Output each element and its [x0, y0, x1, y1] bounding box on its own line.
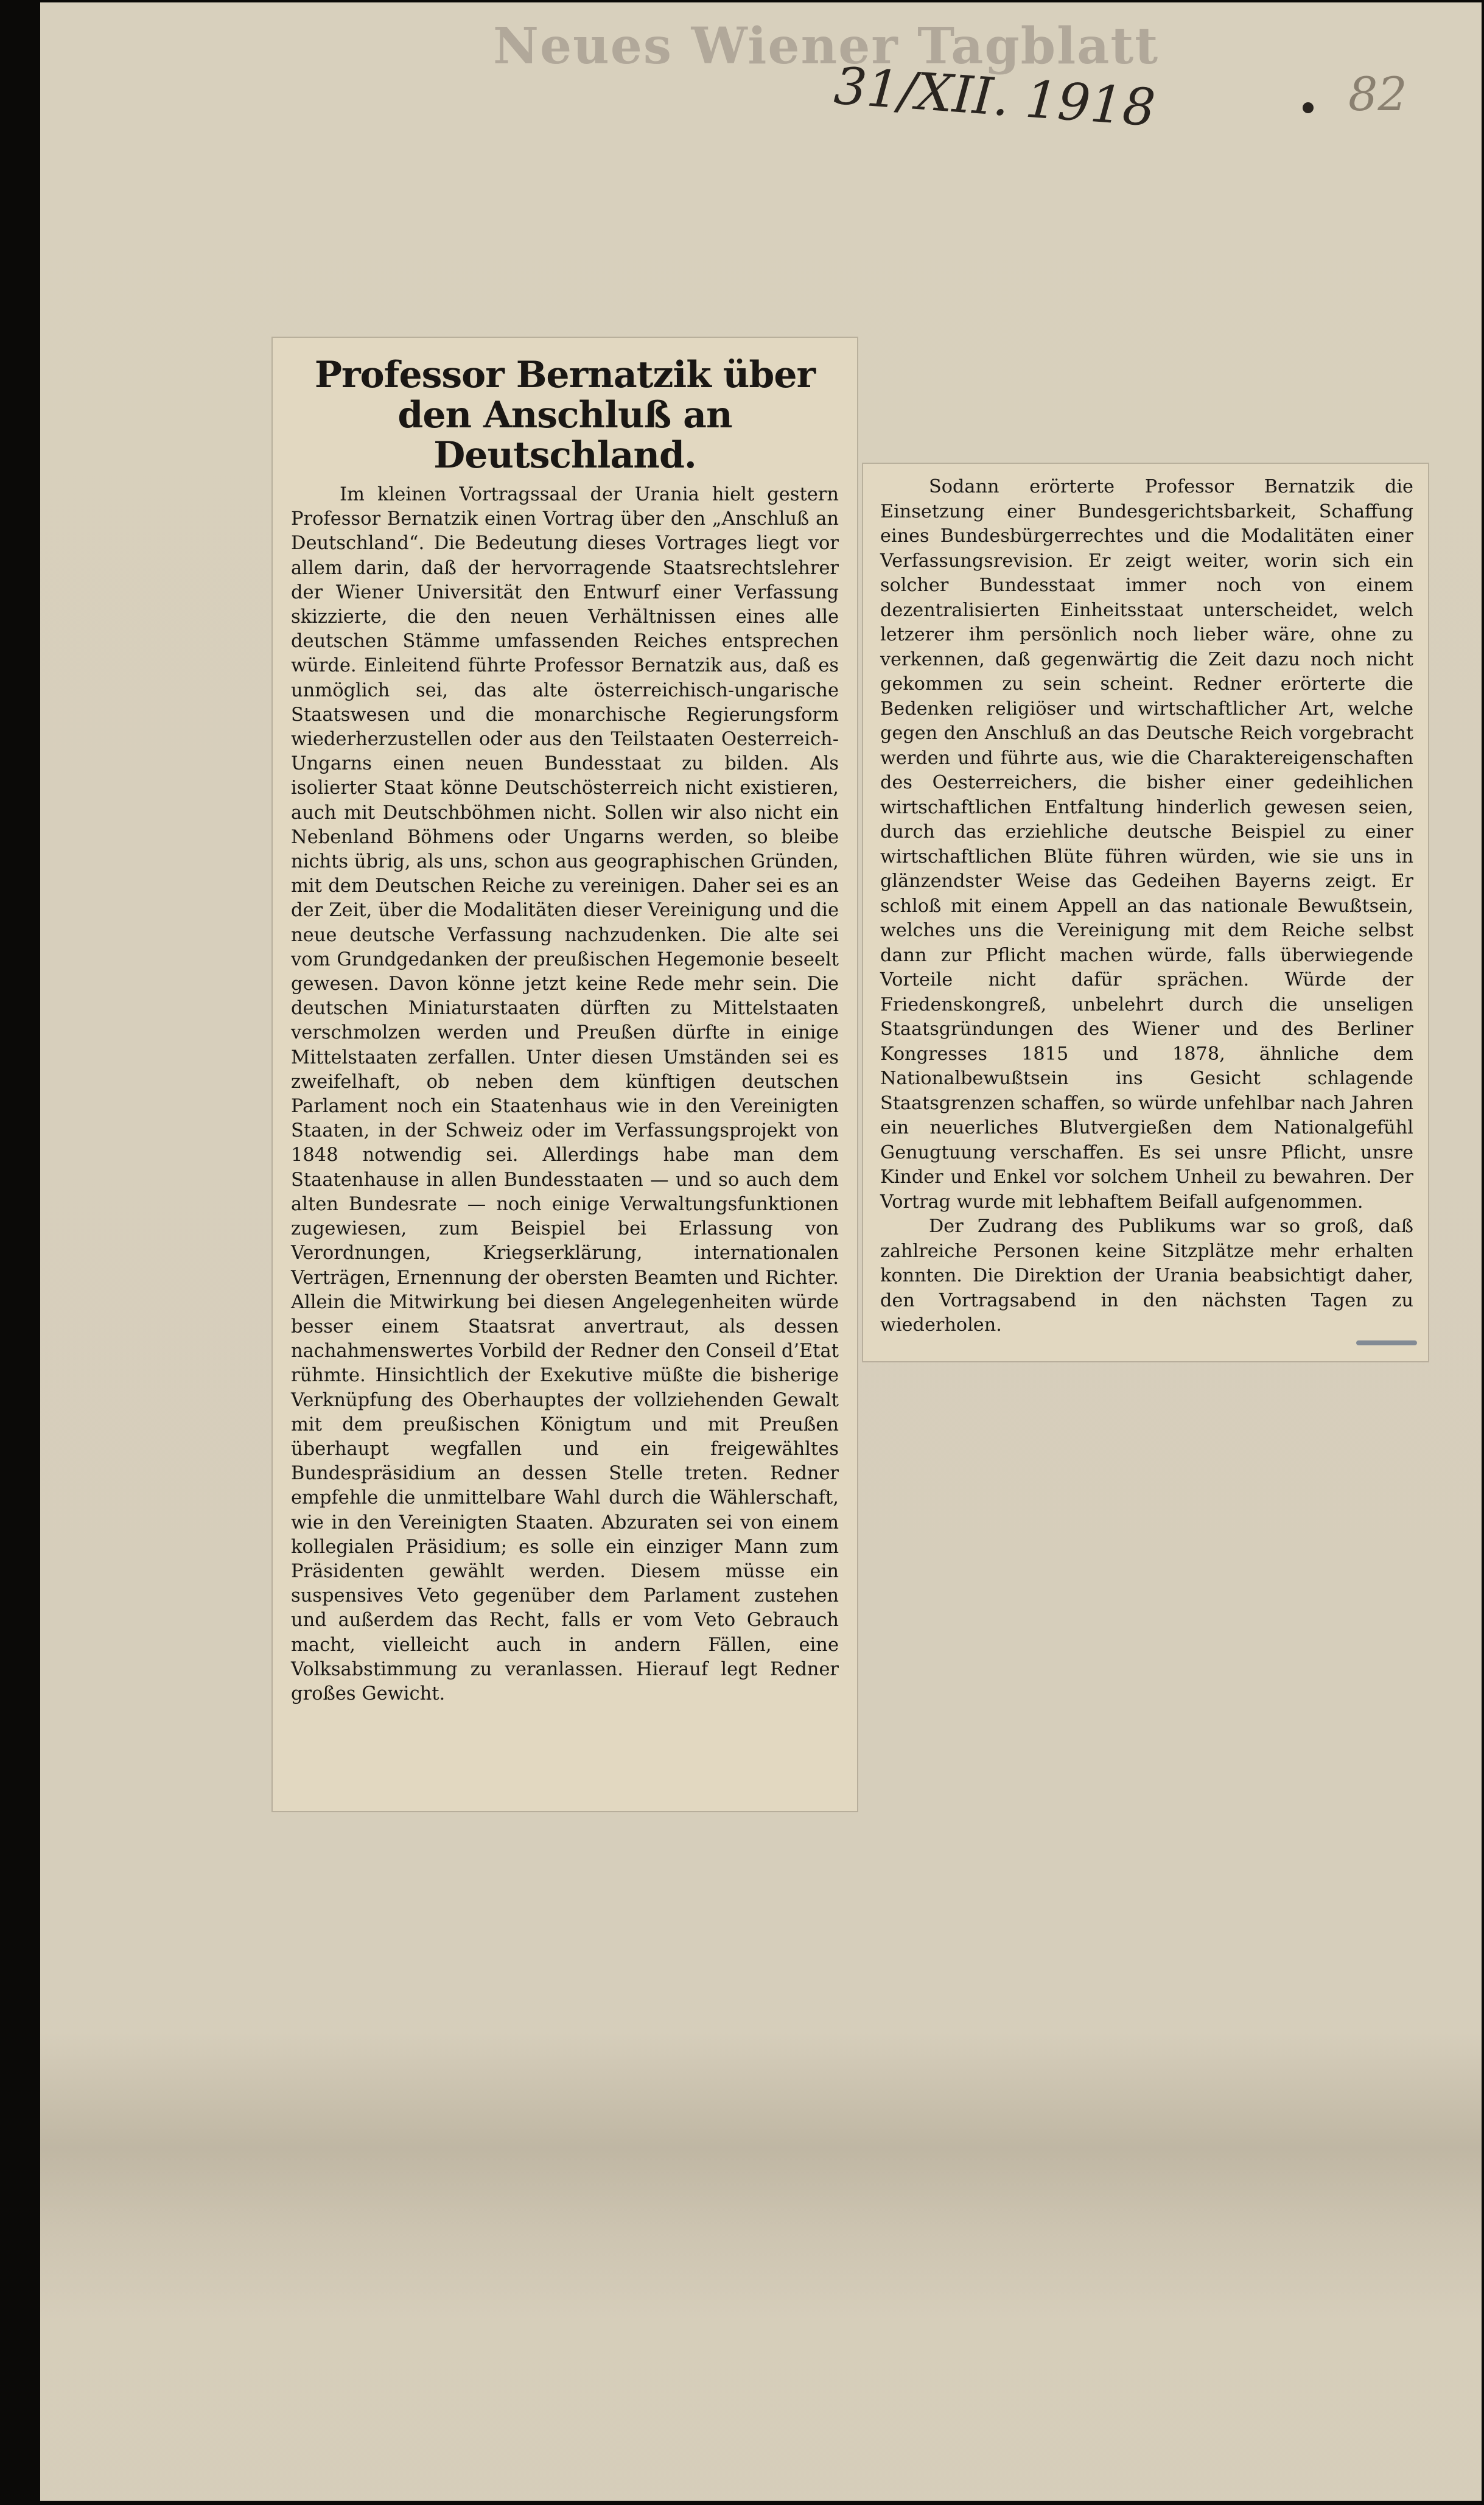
- masthead-stamp: Neues Wiener Tagblatt: [493, 17, 1160, 75]
- end-mark: [1356, 1340, 1417, 1345]
- pencil-dot: [1303, 102, 1314, 113]
- article-headline: Professor Bernatzik über den Anschluß an Deutschland.: [314, 354, 816, 477]
- article-body-right-paragraph-1: Sodann erörterte Professor Bernatzik die Einsetzung einer Bundesgerichtsbarkeit, Schaffung eines Bundesbürgerrechtes und die Modalitäten einer Verfassungsrevision. Er zeigt weiter, worin sich ein solcher Bundesstaat immer noch von einem dezentralisierten Einheitsstaat unterscheidet, welch letzerer ihm persönlich noch lieber wäre, ohne zu verkennen, daß gegenwärtig die Zeit dazu noch nicht gekommen zu sein scheint. Redner erörterte die Bedenken religiöser und wirtschaftlicher Art, welche gegen den Anschluß an das Deutsche Reich vorgebracht werden und führte aus, wie die Charaktereigenschaften des Oesterreichers, die bisher einer gedeihlichen wirtschaftlichen Entfaltung hinderlich gewesen seien, durch das erziehliche deutsche Beispiel zu einer wirtschaftlichen Blüte führen würden, wie sie uns in glänzendster Weise das Gedeihen Bayerns zeigt. Er schloß mit einem Appell an das nationale Bewußtsein, welches uns die Vereinigung mit dem Reiche selbst dann zur Pflicht machen würde, falls überwiegende Vorteile nicht dafür sprächen. Würde der Friedenskongreß, unbelehrt durch die unseligen Staatsgründungen des Wiener und des Berliner Kongresses 1815 und 1878, ähnliche dem Nationalbewußtsein ins Gesicht schlagende Staatsgrenzen schaffen, so würde unfehlbar nach Jahren ein neuerliches Blutvergießen dem Nationalgefühl Genugtuung verschaffen. Es sei unsre Pflicht, unsre Kinder und Enkel vor solchem Unheil zu bewahren. Der Vortrag wurde mit lebhaftem Beifall aufgenommen.: [880, 476, 1413, 1213]
- clipping-left-column: [273, 338, 857, 1811]
- handwritten-date: 31/XII. 1918: [832, 55, 1158, 138]
- article-body-left: Im kleinen Vortragssaal der Urania hielt gestern Professor Bernatzik einen Vortrag über den „Anschluß an Deutschland“. Die Bedeutung dieses Vortrages liegt vor allem darin, daß der hervorragende Staatsrechtslehrer der Wiener Universität den Entwurf einer Verfassung skizzierte, die den neuen Verhältnissen eines alle deutschen Stämme umfassenden Reiches entsprechen würde. Einleitend führte Professor Bernatzik aus, daß es unmöglich sei, das alte österreichisch-ungarische Staatswesen und die monarchische Regierungsform wiederherzustellen oder aus den Teilstaaten Oesterreich-Ungarns einen neuen Bundesstaat zu bilden. Als isolierter Staat könne Deutschösterreich nicht existieren, auch mit Deutschböhmen nicht. Sollen wir also nicht ein Nebenland Böhmens oder Ungarns werden, so bleibe nichts übrig, als uns, schon aus geographischen Gründen, mit dem Deutschen Reiche zu vereinigen. Daher sei es an der Zeit, über die Modalitäten dieser Vereinigung und die neue deutsche Verfassung nachzudenken. Die alte sei vom Grundgedanken der preußischen Hegemonie beseelt gewesen. Davon könne jetzt keine Rede mehr sein. Die deutschen Miniaturstaaten dürften zu Mittelstaaten verschmolzen werden und Preußen dürfte in einige Mittelstaaten zerfallen. Unter diesen Umständen sei es zweifelhaft, ob neben dem künftigen deutschen Parlament noch ein Staatenhaus wie in den Vereinigten Staaten, in der Schweiz oder im Verfassungsprojekt von 1848 notwendig sei. Allerdings habe man dem Staatenhause in allen Bundesstaaten — und so auch dem alten Bundesrate — noch einige Verwaltungsfunktionen zugewiesen, zum Beispiel bei Erlassung von Verordnungen, Kriegserklärung, internationalen Verträgen, Ernennung der obersten Beamten und Richter. Allein die Mitwirkung bei diesen Angelegenheiten würde besser einem Staatsrat anvertraut, als dessen nachahmenswertes Vorbild der Redner den Conseil d’Etat rühmte. Hinsichtlich der Exekutive müßte die bisherige Verknüpfung des Oberhauptes der vollziehenden Gewalt mit dem preußischen Königtum und mit Preußen überhaupt wegfallen und ein freigewähltes Bundespräsidium an dessen Stelle treten. Redner empfehle die unmittelbare Wahl durch die Wählerschaft, wie in den Vereinigten Staaten. Abzuraten sei von einem kollegialen Präsidium; es solle ein einziger Mann zum Präsidenten gewählt werden. Diesem müsse ein suspensives Veto gegenüber dem Parlament zustehen und außerdem das Recht, falls er vom Veto Gebrauch macht, vielleicht auch in andern Fällen, eine Volksabstimmung zu veranlassen. Hierauf legt Redner großes Gewicht.: [291, 484, 839, 1704]
- folio-number: 82: [1348, 67, 1407, 121]
- clipping-right-column: [863, 464, 1428, 1361]
- article-body-right-paragraph-2: Der Zudrang des Publikums war so groß, daß zahlreiche Personen keine Sitzplätze mehr erhalten konnten. Die Direktion der Urania beabsichtigt daher, den Vortragsabend in den nächsten Tagen zu wiederholen.: [880, 1216, 1413, 1336]
- scan-shadow: [40, 2033, 1482, 2319]
